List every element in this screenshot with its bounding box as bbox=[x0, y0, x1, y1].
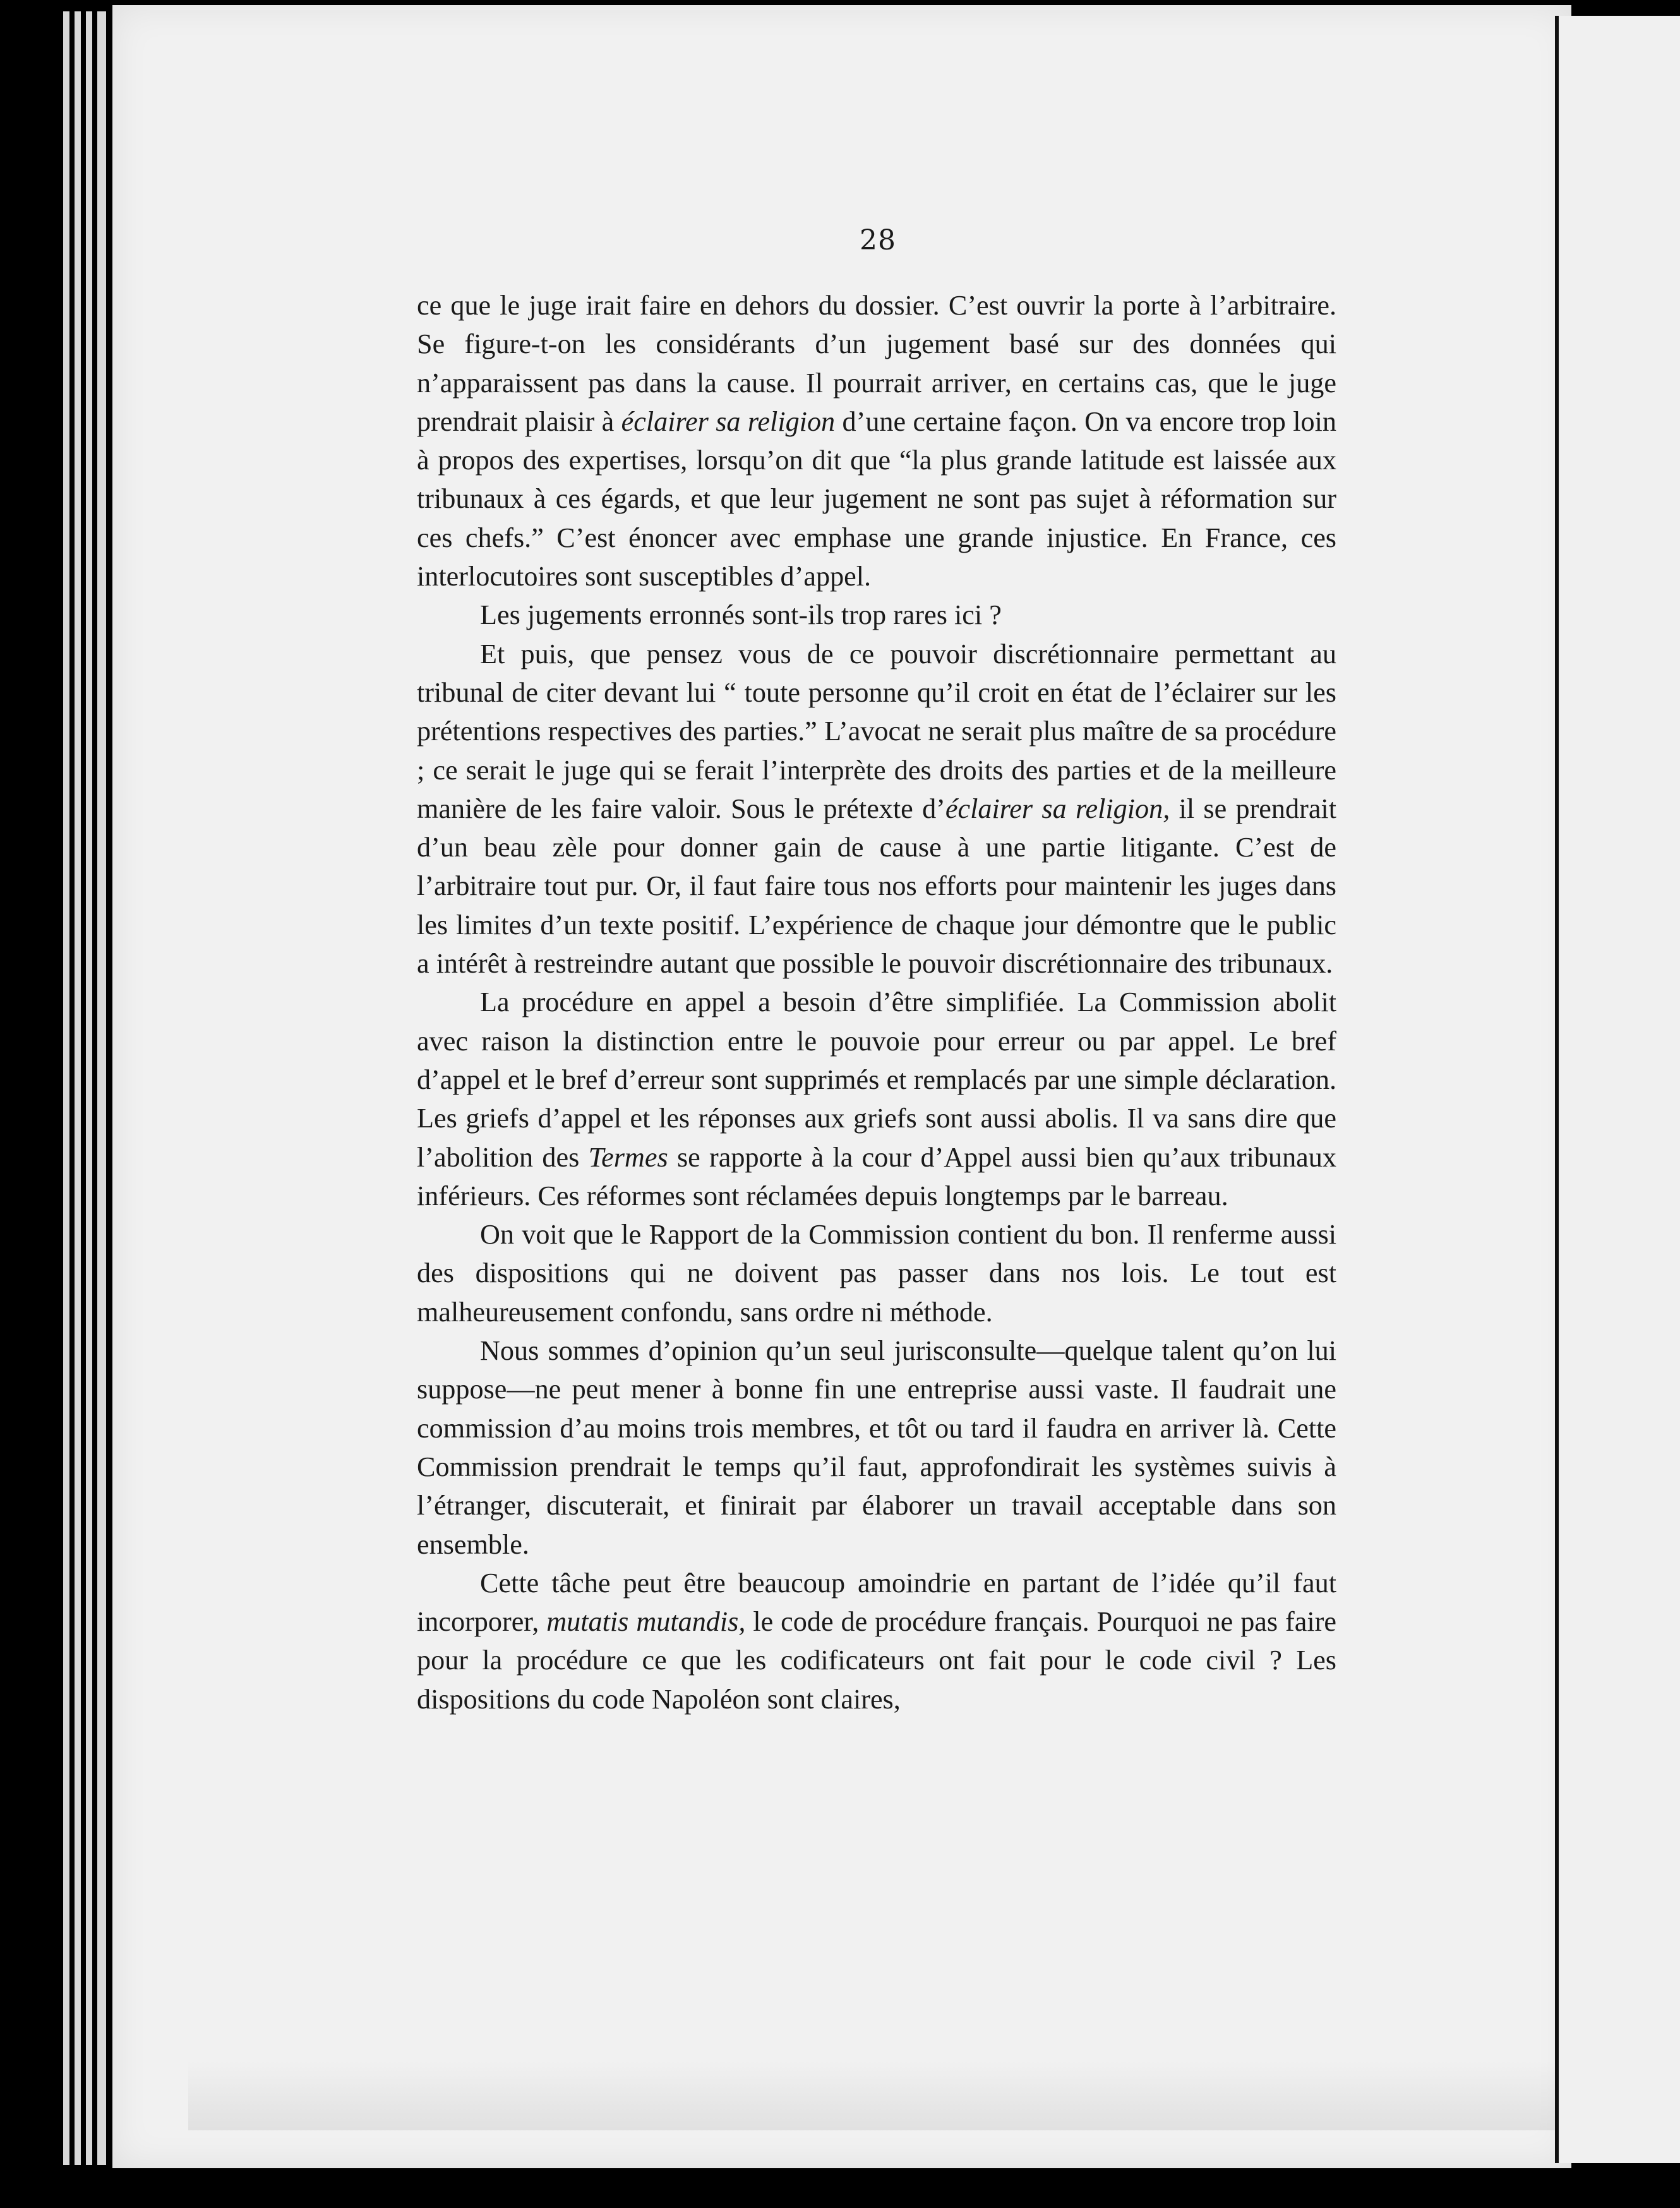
italic-phrase: Termes bbox=[588, 1141, 668, 1173]
text-run: il se prendrait d’un beau zèle pour donner gain de cause à une partie litigante. C’est de l’arbitraire tout pur. Or, il faut faire tous nos efforts pour maintenir les juges dans les limites d’un texte positif. L’expérience de chaque jour démontre que le public a intérêt à restreindre autant que possible le pouvoir discrétionnaire des tribunaux. bbox=[417, 793, 1336, 980]
body-text bbox=[417, 286, 1336, 1719]
page-stack-edge bbox=[63, 11, 69, 2165]
text-run: ce que le juge irait faire en dehors du dossier. C’est ouvrir la porte à l’arbitraire. Se figure-t-on les considérants d’un jugement basé sur des données qui n’apparaissent pas dans la cause. Il pourrait arriver, en certains cas, que le juge prendrait plaisir à bbox=[417, 290, 1336, 437]
text-run: Et puis, que pensez vous de ce pouvoir discrétionnaire permettant au tribunal de citer devant lui “ toute personne qu’il croit en état de l’éclairer sur les prétentions respectives des parties.” L’avocat ne serait plus maître de sa procédure ; ce serait le juge qui se ferait l’interprète des droits des parties et de la meilleure manière de les faire valoir. Sous le prétexte d’ bbox=[417, 638, 1336, 824]
facing-page-edge bbox=[1555, 16, 1680, 2163]
italic-phrase: éclairer sa religion bbox=[621, 405, 836, 437]
text-run: La procédure en appel a besoin d’être simplifiée. La Commission abolit avec raison la distinction entre le pouvoie pour erreur ou par appel. Le bref d’appel et le bref d’erreur sont supprimés et remplacés par une simple déclaration. Les griefs d’appel et les réponses aux griefs sont aussi abolis. Il va sans dire que l’abolition des bbox=[417, 987, 1336, 1173]
text-run: d’une certaine façon. On va encore trop loin à propos des expertises, lorsqu’on dit que “la plus grande latitude est laissée aux tribunaux à ces égards, et que leur jugement ne sont pas sujet à réformation sur ces chefs.” C’est énoncer avec emphase une grande injustice. En France, ces interlocutoires sont susceptibles d’appel. bbox=[417, 405, 1336, 592]
page-grime bbox=[188, 2061, 1571, 2130]
text-run: se rapporte à la cour d’Appel aussi bien qu’aux tribunaux inférieurs. Ces réformes sont réclamées depuis longtemps par le barreau. bbox=[417, 1141, 1336, 1211]
page-number: 28 bbox=[860, 224, 896, 256]
paragraph bbox=[417, 983, 1336, 1215]
italic-phrase: mutatis mutandis, bbox=[546, 1606, 746, 1638]
text-run: Nous sommes d’opinion qu’un seul jurisconsulte—quelque talent qu’on lui suppose—ne peut mener à bonne fin une entreprise aussi vaste. Il faudrait une commission d’au moins trois membres, et tôt ou tard il faudra en arriver là. Cette Commission prendrait le temps qu’il faut, approfondirait les systèmes suivis à l’étranger, discuterait, et finirait par élaborer un travail acceptable dans son ensemble. bbox=[417, 1335, 1336, 1560]
page-stack-edge bbox=[86, 11, 92, 2165]
text-run: le code de procédure français. Pourquoi ne pas faire pour la procédure ce que les codificateurs ont fait pour le code civil ? Les dispositions du code Napoléon sont claires, bbox=[417, 1606, 1336, 1715]
paragraph bbox=[417, 635, 1336, 983]
page-stack-edge bbox=[75, 11, 81, 2165]
page-stack-edge bbox=[97, 11, 106, 2165]
paragraph bbox=[417, 1331, 1336, 1564]
text-run: Cette tâche peut être beaucoup amoindrie en partant de l’idée qu’il faut incorporer, bbox=[417, 1567, 1336, 1638]
paragraph bbox=[417, 1215, 1336, 1331]
text-run: Les jugements erronnés sont-ils trop rares ici ? bbox=[480, 599, 1002, 631]
paragraph bbox=[417, 1564, 1336, 1719]
paragraph bbox=[417, 596, 1336, 634]
paragraph bbox=[417, 286, 1336, 596]
italic-phrase: éclairer sa religion, bbox=[945, 793, 1170, 824]
text-run: On voit que le Rapport de la Commission contient du bon. Il renferme aussi des dispositions qui ne doivent pas passer dans nos lois. Le tout est malheureusement confondu, sans ordre ni méthode. bbox=[417, 1219, 1336, 1328]
